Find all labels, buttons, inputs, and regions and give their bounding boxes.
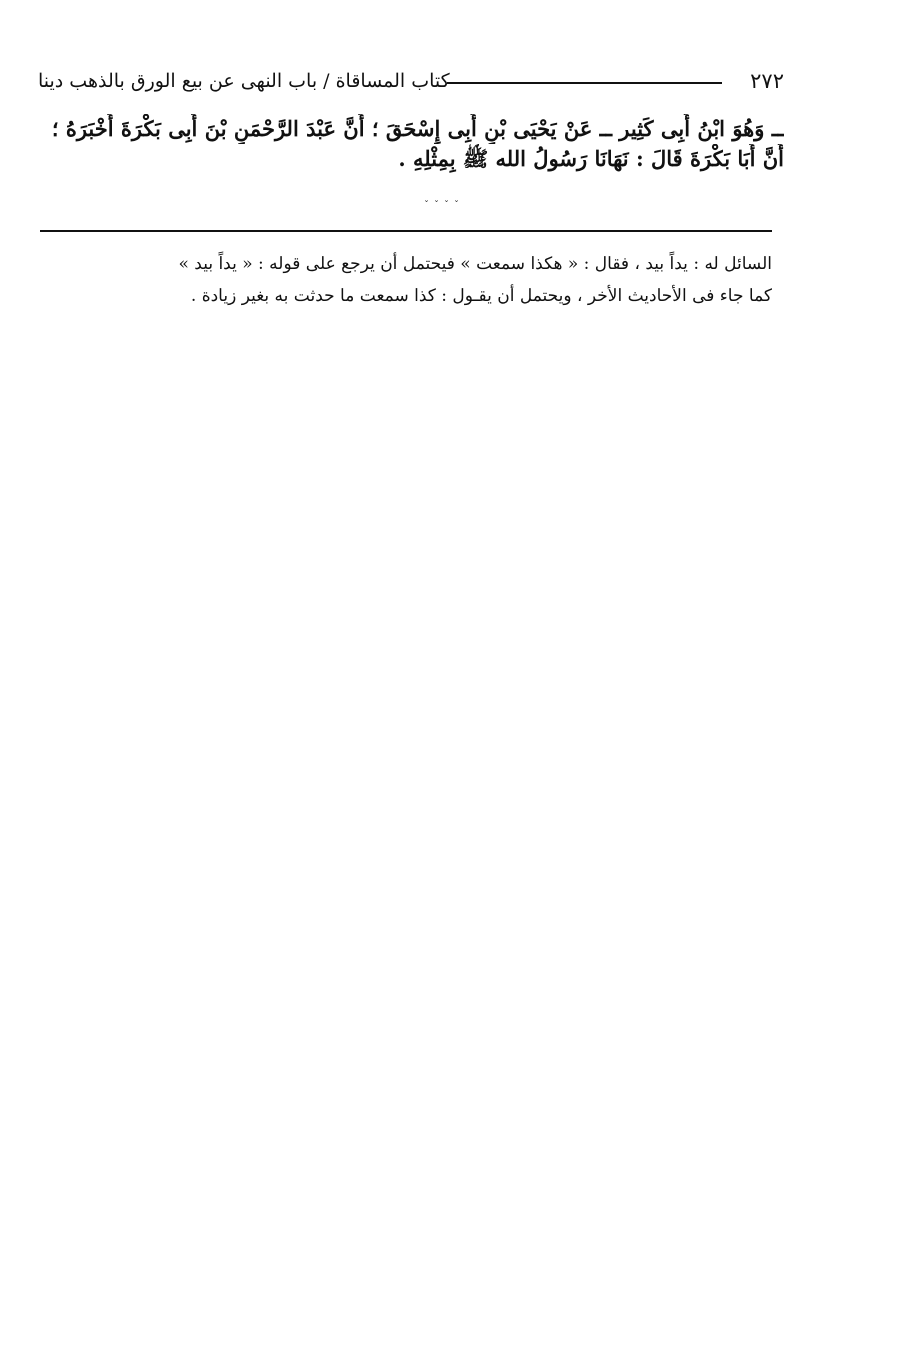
hadith-line: أَنَّ أَبَا بَكْرَةَ قَالَ : نَهَانَا رَسُولُ الله ﷺ بِمِثْلِهِ . <box>398 146 784 171</box>
page-number: ٢٧٢ <box>750 69 784 93</box>
footnote-divider <box>40 230 772 232</box>
footnote-line: السائل له : يداً بيد ، فقال : « هكذا سمعت » فيحتمل أن يرجع على قوله : « يداً بيد » <box>178 254 772 274</box>
hadith-text <box>42 114 784 174</box>
running-title: كتاب المساقاة / باب النهى عن بيع الورق بالذهب دينا <box>38 70 450 92</box>
footnote-line: كما جاء فى الأحاديث الأخر ، ويحتمل أن يقـول : كذا سمعت ما حدثت به بغير زيادة . <box>190 286 772 306</box>
hadith-line: ــ وَهُوَ ابْنُ أَبِى كَثِير ــ عَنْ يَحْيَى بْنِ أَبِى إِسْحَقَ ؛ أَنَّ عَبْدَ الرَّحْمَنِ بْنَ أَبِى بَكْرَةَ أَخْبَرَهُ ؛ <box>51 116 784 141</box>
footnote <box>42 248 772 312</box>
header-divider <box>447 82 722 84</box>
separator-marks: ˇˇˇˇ <box>424 200 464 211</box>
